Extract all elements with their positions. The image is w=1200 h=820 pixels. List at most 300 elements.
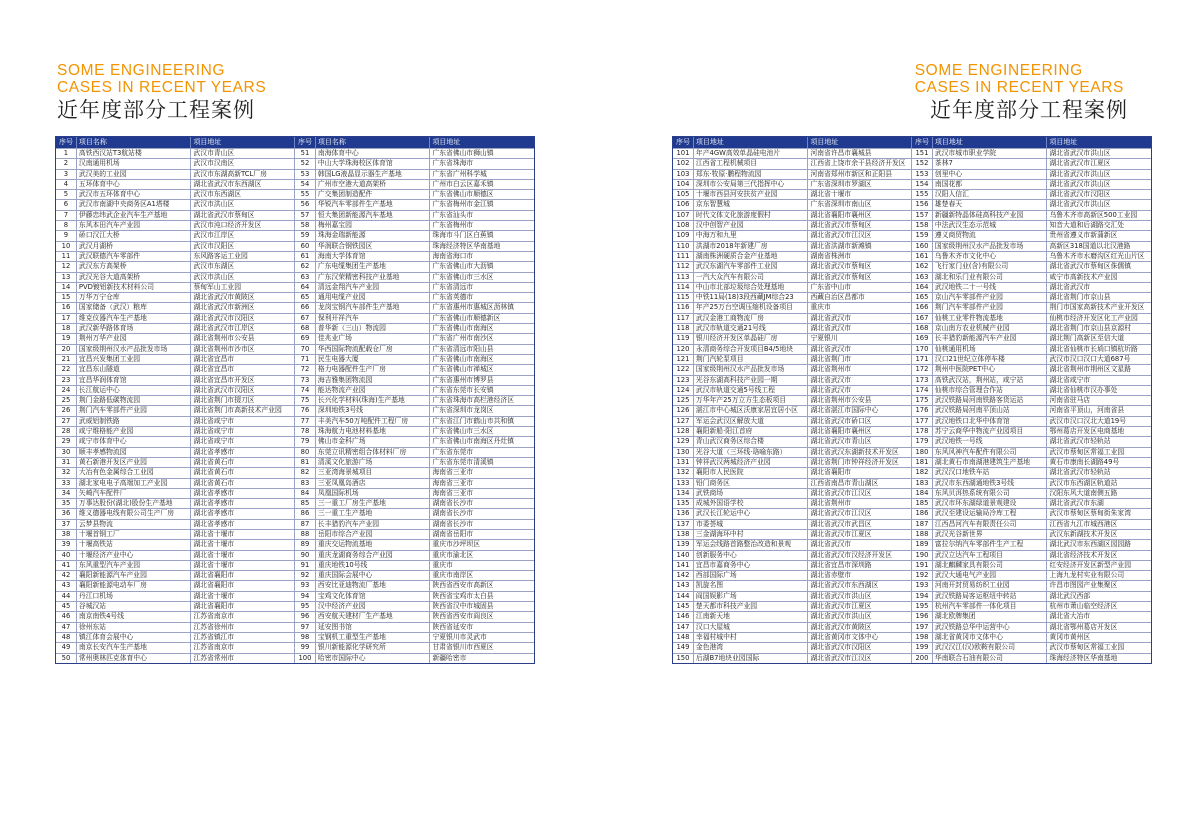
project-name: 江西昌河汽车有限责任公司 [933,520,1048,529]
row-number: 38 [56,530,77,539]
project-address: 许昌市图园产业集聚区 [1049,581,1118,590]
table-row [56,148,534,158]
project-name: 湖北家电电子高端加工产业园 [77,479,192,488]
row-number: 176 [912,406,933,415]
project-name: 东莞立讯精密组合体材料厂房 [316,448,431,457]
table-header [673,137,1151,148]
table-row [56,601,534,611]
row-number: 168 [912,324,933,333]
row-number: 2 [56,159,77,168]
project-name: 三亚湾海景城项目 [316,468,431,477]
row-number: 14 [56,283,77,292]
row-number: 100 [295,654,316,663]
row-number: 107 [673,211,694,220]
project-address: 珠海经济特区华南基地 [1049,653,1118,662]
project-address: 武汉市东湖区 [191,262,295,271]
project-address: 湖北省荆州市荆州区文星路 [1049,365,1131,374]
row-number: 134 [673,489,694,498]
table-row [673,395,1151,405]
row-number: 43 [56,581,77,590]
row-number: 97 [295,623,316,632]
row-number: 67 [295,314,316,323]
project-address: 广东省佛山市南海区 [432,324,494,333]
table-row [56,292,534,302]
project-name: 丰美汽车50万吨配件工程厂房 [316,417,431,426]
column-header: 项目地址 [933,137,1048,148]
project-name: 武汉市环东湖绿道景观建设 [933,499,1048,508]
project-name: 楚天都市科技产业园 [694,602,809,611]
project-name: 京山汽车零部件产业园 [933,293,1048,302]
project-name: 清溪文化旅游广场 [316,458,431,467]
row-number: 18 [56,324,77,333]
row-number: 170 [912,345,933,354]
row-number: 50 [56,654,77,663]
project-address: 广东省英德市 [432,293,474,302]
project-name: 重庆龙湖商务综合产业园 [316,551,431,560]
project-address: 湖北省经济技术开发区 [1049,550,1118,559]
project-name: 珠海航力电池材料基地 [316,427,431,436]
project-name: 维克仪器汽车生产基地 [77,314,192,323]
project-name: 重庆国际会展中心 [316,571,431,580]
project-name: 广东电缆集团生产基地 [316,262,431,271]
row-number: 165 [912,293,933,302]
project-name: 年产25万台空调压缩机设备项目 [694,303,809,312]
table-row [673,220,1151,230]
project-address: 湖北省宜昌市深圳路 [808,561,912,570]
project-name: 国家级荆州汉水产品批发市场 [694,365,809,374]
project-address: 江苏省南京市 [191,612,295,621]
row-number: 11 [56,252,77,261]
project-address: 湖北省武汉市汉经济开发区 [808,551,912,560]
project-name: 武汉东湖汽车零部件工业园 [694,262,809,271]
project-address: 湖北省武汉市蔡甸区 [808,273,912,282]
row-number: 17 [56,314,77,323]
project-name: 乌鲁木齐市文化中心 [933,252,1048,261]
project-address: 武汉市青山区 [191,149,295,158]
row-number: 40 [56,551,77,560]
project-address: 湖北省荆州市 [808,499,912,508]
chinese-heading: 近年度部分工程案例 [930,98,1128,122]
row-number: 19 [56,334,77,343]
table-row [673,333,1151,343]
row-number: 39 [56,540,77,549]
project-table-left [55,136,535,664]
project-address: 鄂州葛店开发区电商基地 [1049,427,1125,436]
project-name: PVD镀铝新技术材料公司 [77,283,192,292]
table-row [56,375,534,385]
row-number: 126 [673,406,694,415]
project-address: 湖北省武汉市武昌区 [808,520,912,529]
table-row [673,508,1151,518]
project-name: 东风本田汽车产业园 [77,221,192,230]
row-number: 54 [295,180,316,189]
table-row [56,210,534,220]
project-address: 湖北省武汉市东西湖区 [191,180,295,189]
table-row [673,375,1151,385]
project-address: 湖北荆门高新区至信大道 [1049,334,1125,343]
project-address: 湖北省武汉市 [808,376,912,385]
project-address: 湖北省武汉市洪山区 [808,592,912,601]
table-row [673,230,1151,240]
row-number: 115 [673,293,694,302]
project-name: 江南新天地 [694,612,809,621]
project-name: 重庆交运物流基地 [316,540,431,549]
row-number: 8 [56,221,77,230]
table-row [673,210,1151,220]
table-row [56,385,534,395]
project-address: 广东省佛山市禅城区 [432,365,494,374]
row-number: 56 [295,200,316,209]
project-name: 高铁西汉站T3航站楼 [77,149,192,158]
project-address: 湖北省咸宁市 [1049,375,1091,384]
project-name: 佳兆业广场 [316,334,431,343]
project-address: 湖北省武汉市 [1049,282,1091,291]
project-address: 湖北省武汉市轻轨站 [1049,437,1111,446]
project-name: 武汉地铁二十一号线 [933,283,1048,292]
project-name: 万华万宁仓库 [77,293,192,302]
project-name: 长丰猎豹新能源汽车产业园 [933,334,1048,343]
project-name: 西部国际广场 [694,571,809,580]
table-row [56,220,534,230]
row-number: 71 [295,355,316,364]
project-address: 湖北省武汉市江岸区 [191,324,295,333]
project-name: 武汉新华路体育场 [77,324,192,333]
row-number: 69 [295,334,316,343]
project-name: 雄楚春天 [933,200,1048,209]
row-number: 57 [295,211,316,220]
table-row [673,436,1151,446]
row-number: 28 [56,427,77,436]
project-name: 阎国娱影广场 [694,592,809,601]
row-number: 156 [912,200,933,209]
table-row [56,632,534,642]
project-name: 西安比亚迪物流厂基地 [316,581,431,590]
project-name: 南京长安汽车生产基地 [77,643,192,652]
project-name: 光谷东湖高科技产业园一期 [694,376,809,385]
right-page [600,0,1200,820]
row-number: 23 [56,376,77,385]
project-name: 韩国LG液晶显示器生产基地 [316,170,431,179]
row-number: 46 [56,612,77,621]
row-number: 85 [295,499,316,508]
project-name: 武汉铁路局河南铁路客货运站 [933,396,1048,405]
project-address: 湖北省武汉市洪山区 [1049,179,1111,188]
project-name: 武汉至建设运输局冷库工程 [933,509,1048,518]
row-number: 59 [295,231,316,240]
row-number: 93 [295,581,316,590]
project-name: 武汉市南湖中央商务区A1塔楼 [77,200,192,209]
project-address: 广东省深圳市龙岗区 [432,406,494,415]
project-address: 湖北省武汉市硚口区 [808,417,912,426]
project-address: 西藏自治区昌都市 [808,293,912,302]
row-number: 55 [295,190,316,199]
project-address: 广东省珠海市高栏港经济区 [432,396,514,405]
row-number: 187 [912,520,933,529]
project-address: 广东省佛山市狮山镇 [432,149,494,157]
table-row [56,560,534,570]
project-name: 襄阳新能源电动车厂房 [77,581,192,590]
project-address: 知音大道和后湖路交汇处 [1049,221,1125,230]
project-address: 湖北省大冶市 [1049,612,1091,621]
project-address: 武汉市蔡甸区蔡甸街朱家湾 [1049,509,1131,518]
project-name: 宜昌东山隧道 [77,365,192,374]
english-heading [915,62,1124,96]
project-name: 武汉大通电气产业园 [933,571,1048,580]
project-address: 湖北省荆门市 [808,355,912,364]
project-address: 广东省佛山市大沥镇 [432,262,494,271]
project-name: 五环体育中心 [77,180,192,189]
column-header: 序号 [912,137,933,148]
project-address: 湖北省武汉市轻轨站 [1049,468,1111,477]
table-row [56,179,534,189]
project-name: 仙桃工业零件物流基地 [933,314,1048,323]
row-number: 94 [295,592,316,601]
project-name: 凤凰国际机场 [316,489,431,498]
project-address: 湖北省荆州市 [808,365,912,374]
project-address: 广东省梅州市金江镇 [432,200,494,209]
table-row [673,344,1151,354]
project-name: 仙桃通用机场 [933,345,1048,354]
row-number: 119 [673,334,694,343]
row-number: 194 [912,592,933,601]
table-row [56,539,534,549]
project-name: 宜昌兴发集团工业园 [77,355,192,364]
project-address: 广东省深圳市罗湖区 [808,180,912,189]
project-name: 咸宁维格能产业园 [77,427,192,436]
table-row [56,313,534,323]
project-name: 海吉雅集团物流园 [316,376,431,385]
project-address: 湖北省鄂州葛店开发区 [1049,622,1118,631]
project-name: 通用电缆产业园 [316,293,431,302]
project-name: 东风重型汽车产业园 [77,561,192,570]
project-name: 青山武汉商务区综合楼 [694,437,809,446]
project-address: 广东省东莞市长安镇 [432,385,494,394]
project-name: 年产4GW高效单晶硅电池片 [694,149,809,158]
table-row [673,611,1151,621]
table-row [673,282,1151,292]
table-row [673,529,1151,539]
row-number: 78 [295,427,316,436]
row-number: 148 [673,633,694,642]
row-number: 197 [912,623,933,632]
project-name: 武汉联德汽车零部件 [77,252,192,261]
project-address: 广东省清远市 [432,282,474,291]
table-row [673,251,1151,261]
row-number: 13 [56,273,77,282]
project-address: 湖北省武汉市 [808,386,912,395]
project-address: 湖北省武汉市蔡甸区 [808,221,912,230]
row-number: 72 [295,365,316,374]
table-row [673,302,1151,312]
row-number: 149 [673,643,694,652]
project-address: 湖北省武汉市 [808,540,912,549]
row-number: 52 [295,159,316,168]
project-name: 十堰市西县河安扶贫产业园 [694,190,809,199]
project-name: 一汽大众汽车有限公司 [694,273,809,282]
project-address: 湖北省孝感市 [191,509,295,518]
row-number: 47 [56,623,77,632]
project-address: 江苏省南京市 [191,643,295,652]
project-name: 西安航天建材厂生产基地 [316,612,431,621]
project-name: 武汉立达汽车工程项目 [933,551,1048,560]
table-row [56,642,534,652]
row-number: 174 [912,386,933,395]
project-address: 湖北省武汉市东湖 [1049,499,1104,508]
table-row [56,550,534,560]
project-address: 武汉市东西湖区轨道站 [1049,478,1118,487]
row-number: 128 [673,427,694,436]
row-number: 182 [912,468,933,477]
project-address: 湖北省武汉市东西湖区 [808,581,912,590]
row-number: 166 [912,303,933,312]
table-row [673,158,1151,168]
row-number: 16 [56,303,77,312]
project-address: 武汉市东湖高新TCL厂房 [191,170,295,179]
project-name: 永清商务综合开发项目B4/5地块 [694,345,809,354]
row-number: 21 [56,355,77,364]
row-number: 86 [295,509,316,518]
project-name: 广东汉荣精密科技产业基地 [316,273,431,282]
project-name: 三一重工厂房生产基地 [316,499,431,508]
project-address: 珠海市斗门区白蕉镇 [432,231,494,240]
table-row [56,478,534,488]
project-address: 武汉市东西湖区 [191,190,295,199]
project-name: 延安图书馆 [316,623,431,632]
row-number: 42 [56,571,77,580]
project-address: 海南省三亚市 [432,488,474,497]
table-row [673,488,1151,498]
project-name: 郑东·牧原·鹏程物流园 [694,170,809,179]
row-number: 167 [912,314,933,323]
project-name: 中山大学珠海校区体育馆 [316,159,431,168]
row-number: 108 [673,221,694,230]
project-address: 湖北省武汉市新洲区 [191,303,295,312]
project-name: 清远金翔汽车产业园 [316,283,431,292]
table-row [56,282,534,292]
project-name: 宜昌华润体育馆 [77,376,192,385]
row-number: 138 [673,530,694,539]
project-address: 武汉市洪山区 [191,200,295,209]
row-number: 191 [912,561,933,570]
english-heading [57,62,266,96]
project-address: 湖北省武汉市洪山区 [1049,169,1111,178]
project-name: 武铁商场 [694,489,809,498]
table-row [673,261,1151,271]
project-address: 海南省三亚市 [432,468,474,477]
row-number: 68 [295,324,316,333]
project-address: 湖北省武汉市黄陂区 [191,293,295,302]
project-name: 哈密市国际中心 [316,654,431,663]
project-address: 广东省广州市南沙区 [432,334,494,343]
table-row [673,478,1151,488]
project-name: 荆门汽车零部件产业园 [933,303,1048,312]
table-row [673,241,1151,251]
project-name: 军运会线路首路整治改造和景观 [694,540,809,549]
project-address: 湖北省武汉市汉阳区 [191,314,295,323]
project-address: 广东省佛山市顺德新区 [432,313,501,322]
project-address: 湖北省赤壁市 [808,571,912,580]
english-heading-line2: CASES IN RECENT YEARS [57,79,267,96]
row-number: 12 [56,262,77,271]
project-address: 湖北武汉西部 [1049,591,1091,600]
project-name: 武汉市轨道交通5号线工程 [694,386,809,395]
table-row [56,169,534,179]
row-number: 49 [56,643,77,652]
row-number: 162 [912,262,933,271]
table-row [56,251,534,261]
project-address: 重庆市渝北区 [432,550,474,559]
table-row [56,570,534,580]
row-number: 175 [912,396,933,405]
project-address: 湖北省荆门市钟祥经济开发区 [808,458,912,467]
project-address: 武汉市沌口经济开发区 [191,221,295,230]
row-number: 37 [56,520,77,529]
column-header: 项目名称 [77,137,192,148]
row-number: 154 [912,180,933,189]
row-number: 51 [295,149,316,158]
project-name: 宝鸡文化体育馆 [316,592,431,601]
project-address: 蔡甸军山工业园 [191,283,295,292]
table-row [673,457,1151,467]
project-name: 黄石新港开发区产业园 [77,458,192,467]
table-row [673,622,1151,632]
project-address: 湖北省荆门市掇刀区 [191,396,295,405]
project-address: 湖北省武汉东湖新技术开发区 [808,448,912,457]
project-address: 湖南省长沙市 [432,509,474,518]
project-address: 湖北省武汉市江夏区 [808,602,912,611]
project-address: 湖北省黄冈市文体中心 [808,633,912,642]
project-address: 湖北省武汉市 [808,345,912,354]
project-name: 武汉市五环体育中心 [77,190,192,199]
row-number: 142 [673,571,694,580]
table-row [673,313,1151,323]
project-name: 深圳地铁3号线 [316,406,431,415]
project-address: 贵州省遵义市新蒲新区 [1049,231,1118,240]
project-address: 重庆市 [432,560,453,569]
project-address: 陕西省宝鸡市太白县 [432,591,494,600]
project-name: 襄阳市人民医院 [694,468,809,477]
table-row [673,385,1151,395]
project-name: 佛山市金科广场 [316,437,431,446]
project-address: 东风路客运工业园 [191,252,295,261]
row-number: 44 [56,592,77,601]
project-address: 湖北省宜昌市 [191,365,295,374]
table-row [673,498,1151,508]
table-row [673,447,1151,457]
project-address: 汉阳东风大道南侧五路 [1049,488,1118,497]
row-number: 132 [673,468,694,477]
project-address: 湖北省洪湖市新滩镇 [808,242,912,251]
row-number: 80 [295,448,316,457]
column-header: 序号 [295,137,316,148]
project-name: 南海体育中心 [316,149,431,158]
project-name: 中法武汉生态示范城 [933,221,1048,230]
row-number: 34 [56,489,77,498]
project-name: 镇江体育会展中心 [77,633,192,642]
project-address: 广东省广州科学城 [432,169,487,178]
project-name: 长兴化学材料(珠海)生产基地 [316,396,431,405]
table-row [673,560,1151,570]
project-name: 银川新能源化学研究所 [316,643,431,652]
row-number: 117 [673,314,694,323]
project-address: 广东省梅州市 [432,221,474,230]
project-address: 湖北省荆州市公安县 [808,396,912,405]
row-number: 172 [912,365,933,374]
row-number: 116 [673,303,694,312]
project-address: 湖北省仙桃市长埫口镇杭圻路 [1049,344,1138,353]
project-address: 湖南省岳阳市 [432,529,474,538]
row-number: 130 [673,448,694,457]
